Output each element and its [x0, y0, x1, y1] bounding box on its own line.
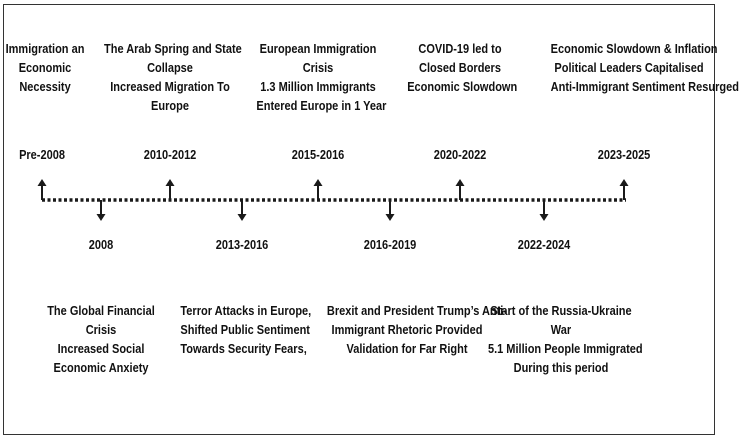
event-2008-line-3: Increased Social: [57, 342, 145, 356]
event-2008-line-4: Economic Anxiety: [53, 361, 149, 375]
event-2016-text: [326, 302, 508, 359]
event-pre2008-line-3: Necessity: [19, 80, 71, 94]
event-2015-line-3: 1.3 Million Immigrants: [260, 80, 376, 94]
event-2016-line-2: Immigrant Rhetoric Provided: [331, 323, 483, 337]
arrow-y2008: [97, 200, 106, 221]
event-2022-date: 2022-2024: [517, 238, 571, 252]
event-2008-date: 2008: [88, 238, 114, 252]
event-pre2008-line-2: Economic: [18, 61, 72, 75]
event-2010-line-4: Europe: [151, 99, 189, 113]
event-2015-line-1: European Immigration: [259, 42, 377, 56]
event-2010-line-2: Collapse: [147, 61, 193, 75]
event-2015-line-2: Crisis: [302, 61, 334, 75]
event-2013-line-2: Shifted Public Sentiment: [180, 323, 310, 337]
event-2016-date: 2016-2019: [363, 238, 417, 252]
arrow-y2010: [166, 179, 175, 200]
event-2023-date: 2023-2025: [597, 148, 651, 162]
event-2023-text: [550, 40, 739, 97]
event-2008-text: [44, 302, 158, 378]
event-2013-text: [180, 302, 312, 359]
event-pre2008-date: Pre-2008: [19, 148, 65, 162]
event-2010-date: 2010-2012: [143, 148, 197, 162]
arrow-pre2008: [38, 179, 47, 200]
event-2022-text: [487, 302, 643, 378]
event-2020-line-1: COVID-19 led to: [418, 42, 502, 56]
event-2008-line-1: The Global Financial: [47, 304, 155, 318]
arrow-y2020: [456, 179, 465, 200]
event-2016-line-3: Validation for Far Right: [346, 342, 468, 356]
arrow-y2013: [238, 200, 247, 221]
event-2023-line-2: Political Leaders Capitalised: [554, 61, 704, 75]
event-2015-date: 2015-2016: [291, 148, 345, 162]
event-pre2008-line-1: Immigration an: [5, 42, 85, 56]
event-pre2008-text: [5, 40, 84, 97]
event-2020-date: 2020-2022: [433, 148, 487, 162]
event-2022-line-1: Start of the Russia-Ukraine: [490, 304, 632, 318]
event-2022-line-3: 5.1 Million People Immigrated: [487, 342, 643, 356]
arrow-y2023: [620, 179, 629, 200]
event-2015-text: [256, 40, 387, 116]
arrow-y2016: [386, 200, 395, 221]
event-2023-line-3: Anti-Immigrant Sentiment Resurged: [550, 80, 739, 94]
arrow-y2022: [540, 200, 549, 221]
event-2022-line-2: War: [550, 323, 572, 337]
event-2015-line-4: Entered Europe in 1 Year: [256, 99, 387, 113]
event-2010-line-3: Increased Migration To: [110, 80, 230, 94]
event-2020-line-2: Closed Borders: [419, 61, 501, 75]
arrow-y2015: [314, 179, 323, 200]
event-2020-line-3: Economic Slowdown: [407, 80, 518, 94]
event-2008-line-2: Crisis: [85, 323, 117, 337]
event-2010-text: [104, 40, 242, 116]
event-2013-line-1: Terror Attacks in Europe,: [180, 304, 312, 318]
event-2023-line-1: Economic Slowdown & Inflation: [550, 42, 718, 56]
event-2016-line-1: Brexit and President Trump’s Anti-: [326, 304, 508, 318]
event-2010-line-1: The Arab Spring and State: [104, 42, 242, 56]
event-2020-text: [407, 40, 518, 97]
event-2013-line-3: Towards Security Fears,: [180, 342, 307, 356]
event-2013-date: 2013-2016: [215, 238, 269, 252]
event-2022-line-4: During this period: [513, 361, 609, 375]
